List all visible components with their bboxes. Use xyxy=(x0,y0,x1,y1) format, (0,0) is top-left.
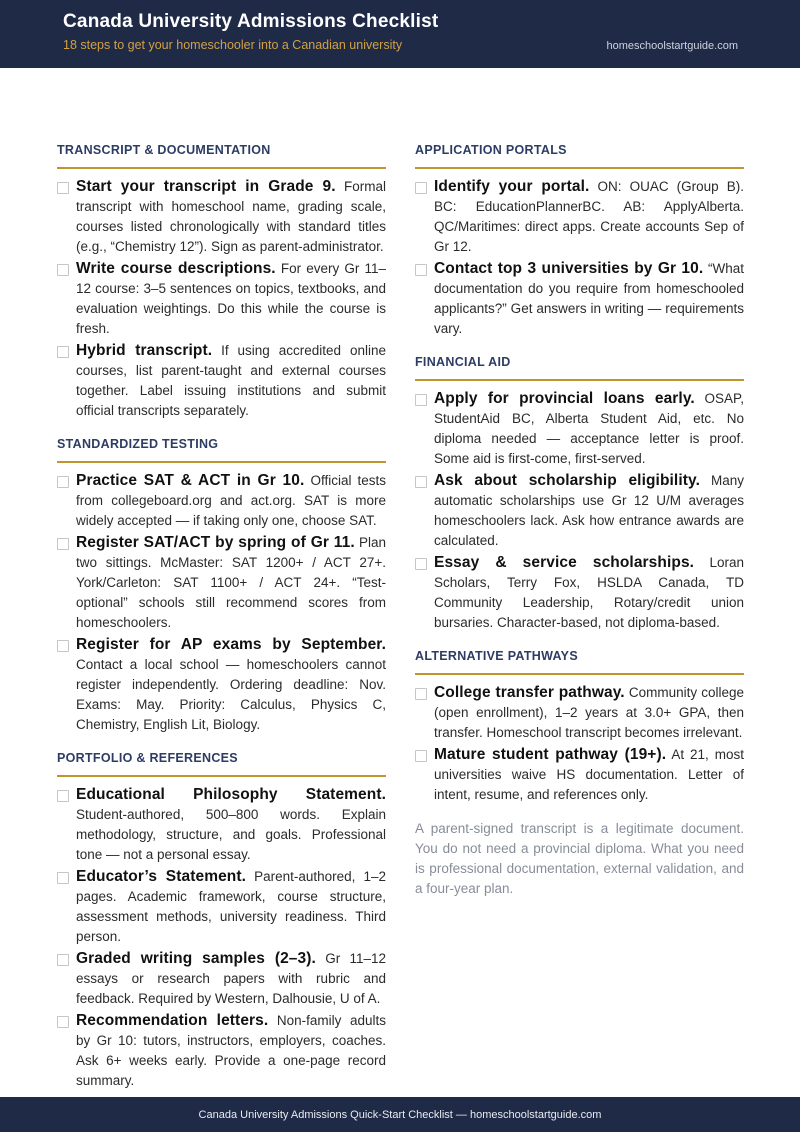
item-body: Official tests from collegeboard.org and act.org. SAT is more widely accepted — if taking only one, choose SAT. xyxy=(76,473,386,528)
gold-rule xyxy=(415,673,744,675)
item-body: Gr 11–12 essays or research papers with rubric and feedback. Required by Western, Dalhousie, U of A. xyxy=(76,951,386,1006)
item-lead: Graded writing samples (2–3). xyxy=(76,950,316,967)
page-title: Canada University Admissions Checklist xyxy=(63,11,439,32)
checkbox-icon[interactable] xyxy=(415,688,427,700)
item-lead: Register for AP exams by September. xyxy=(76,636,386,653)
item-lead: Practice SAT & ACT in Gr 10. xyxy=(76,472,305,489)
footer-text: Canada University Admissions Quick-Start Checklist — homeschoolstartguide.com xyxy=(198,1108,602,1121)
checkbox-icon[interactable] xyxy=(415,394,427,406)
item-body: ON: OUAC (Group B). BC: EducationPlannerBC. AB: ApplyAlberta. QC/Maritimes: direct apps. Create accounts Sep of Gr 12. xyxy=(434,179,744,254)
gold-rule xyxy=(57,775,386,777)
item-body: Contact a local school — homeschoolers cannot register independently. Ordering deadline: Nov. Exams: May. Priority: Calculus, Physics C, Chemistry, English Lit, Biology. xyxy=(76,657,386,732)
section-portfolio-references xyxy=(57,750,386,1091)
checklist-item xyxy=(57,471,386,531)
content xyxy=(0,68,800,1091)
item-lead: Hybrid transcript. xyxy=(76,342,213,359)
checklist-item xyxy=(57,533,386,633)
section-alternative-pathways xyxy=(415,648,744,805)
checkbox-icon[interactable] xyxy=(57,264,69,276)
item-lead: Register SAT/ACT by spring of Gr 11. xyxy=(76,534,355,551)
gold-rule xyxy=(57,461,386,463)
section-title: ALTERNATIVE PATHWAYS xyxy=(415,649,578,663)
item-body: Loran Scholars, Terry Fox, HSLDA Canada, TD Community Leadership, Rotary/credit union bursaries. Character-based, not diploma-based. xyxy=(434,555,744,630)
item-body: Plan two sittings. McMaster: SAT 1200+ / ACT 27+. York/Carleton: SAT 1100+ / ACT 24+. “Test-optional” schools still recommend scores from homeschoolers. xyxy=(76,535,386,630)
checklist-item xyxy=(57,259,386,339)
section-title: PORTFOLIO & REFERENCES xyxy=(57,751,238,765)
left-column xyxy=(57,142,386,1091)
item-body: Community college (open enrollment), 1–2 years at 3.0+ GPA, then transfer. Homeschool transcript becomes irrelevant. xyxy=(434,685,745,740)
gold-rule xyxy=(415,379,744,381)
closing-note: A parent-signed transcript is a legitimate document. You do not need a provincial diploma. What you need is professional documentation, external validation, and a four-year plan. xyxy=(415,821,744,896)
item-body: At 21, most universities waive HS documentation. Letter of intent, resume, and references only. xyxy=(434,747,744,802)
header-bar xyxy=(0,0,800,68)
section-transcript-documentation xyxy=(57,142,386,421)
site-url: homeschoolstartguide.com xyxy=(606,40,738,52)
checklist-item xyxy=(415,553,744,633)
checklist-item xyxy=(415,683,744,743)
item-lead: Educational Philosophy Statement. xyxy=(76,786,386,803)
checklist-item xyxy=(57,785,386,865)
checklist-item xyxy=(57,949,386,1009)
item-body: For every Gr 11–12 course: 3–5 sentences on topics, textbooks, and evaluation weightings. Do this while the course is fresh. xyxy=(76,261,386,336)
item-lead: Essay & service scholarships. xyxy=(434,554,695,571)
checkbox-icon[interactable] xyxy=(57,640,69,652)
checkbox-icon[interactable] xyxy=(57,346,69,358)
item-lead: Ask about scholarship eligibility. xyxy=(434,472,700,489)
checkbox-icon[interactable] xyxy=(57,538,69,550)
section-standardized-testing xyxy=(57,436,386,735)
checklist-item xyxy=(57,177,386,257)
checkbox-icon[interactable] xyxy=(415,182,427,194)
section-title: STANDARDIZED TESTING xyxy=(57,437,219,451)
item-lead: Recommendation letters. xyxy=(76,1012,269,1029)
checklist-item xyxy=(57,341,386,421)
checkbox-icon[interactable] xyxy=(415,558,427,570)
checkbox-icon[interactable] xyxy=(415,264,427,276)
checklist-item xyxy=(415,471,744,551)
item-body: Non-family adults by Gr 10: tutors, instructors, employers, coaches. Ask 6+ weeks early. Provide a one-page record summary. xyxy=(76,1013,386,1088)
item-body: Many automatic scholarships use Gr 12 U/M averages homeschoolers lack. Ask how entrance awards are calculated. xyxy=(434,473,744,548)
right-column xyxy=(415,142,744,1091)
item-body: OSAP, StudentAid BC, Alberta Student Aid, etc. No diploma needed — acceptance letter is proof. Some aid is first-come, first-served. xyxy=(434,391,744,466)
checkbox-icon[interactable] xyxy=(57,872,69,884)
checkbox-icon[interactable] xyxy=(57,790,69,802)
footer-bar xyxy=(0,1097,800,1132)
checklist-item xyxy=(57,635,386,735)
item-body: If using accredited online courses, list parent-taught and external courses together. Label issuing institutions and submit official transcripts separately. xyxy=(76,343,386,418)
checkbox-icon[interactable] xyxy=(415,750,427,762)
item-lead: Mature student pathway (19+). xyxy=(434,746,667,763)
checkbox-icon[interactable] xyxy=(57,182,69,194)
item-lead: Identify your portal. xyxy=(434,178,590,195)
checklist-item xyxy=(415,745,744,805)
item-lead: Contact top 3 universities by Gr 10. xyxy=(434,260,704,277)
checklist-item xyxy=(415,389,744,469)
item-lead: Educator’s Statement. xyxy=(76,868,247,885)
item-body: “What documentation do you require from homeschooled applicants?” Get answers in writing — requirements vary. xyxy=(434,261,744,336)
section-title: TRANSCRIPT & DOCUMENTATION xyxy=(57,143,271,157)
checkbox-icon[interactable] xyxy=(57,954,69,966)
checklist-item xyxy=(57,1011,386,1091)
checklist-item xyxy=(57,867,386,947)
page-subtitle: 18 steps to get your homeschooler into a Canadian university xyxy=(63,38,403,52)
item-lead: Write course descriptions. xyxy=(76,260,276,277)
item-lead: College transfer pathway. xyxy=(434,684,625,701)
checklist-item xyxy=(415,177,744,257)
gold-rule xyxy=(415,167,744,169)
checklist-item xyxy=(415,259,744,339)
item-lead: Apply for provincial loans early. xyxy=(434,390,695,407)
item-body: Formal transcript with homeschool name, grading scale, courses listed chronologically with standard titles (e.g., “Chemistry 12”). Sign as parent-administrator. xyxy=(76,179,386,254)
section-financial-aid xyxy=(415,354,744,633)
checkbox-icon[interactable] xyxy=(415,476,427,488)
item-lead: Start your transcript in Grade 9. xyxy=(76,178,336,195)
section-application-portals xyxy=(415,142,744,339)
item-body: Parent-authored, 1–2 pages. Academic framework, course structure, assessment methods, university readiness. Third person. xyxy=(76,869,386,944)
gold-rule xyxy=(57,167,386,169)
checkbox-icon[interactable] xyxy=(57,476,69,488)
section-title: FINANCIAL AID xyxy=(415,355,511,369)
item-body: Student-authored, 500–800 words. Explain methodology, structure, and goals. Professional tone — not a personal essay. xyxy=(76,807,386,862)
checkbox-icon[interactable] xyxy=(57,1016,69,1028)
section-title: APPLICATION PORTALS xyxy=(415,143,567,157)
header-subrow xyxy=(63,37,738,55)
